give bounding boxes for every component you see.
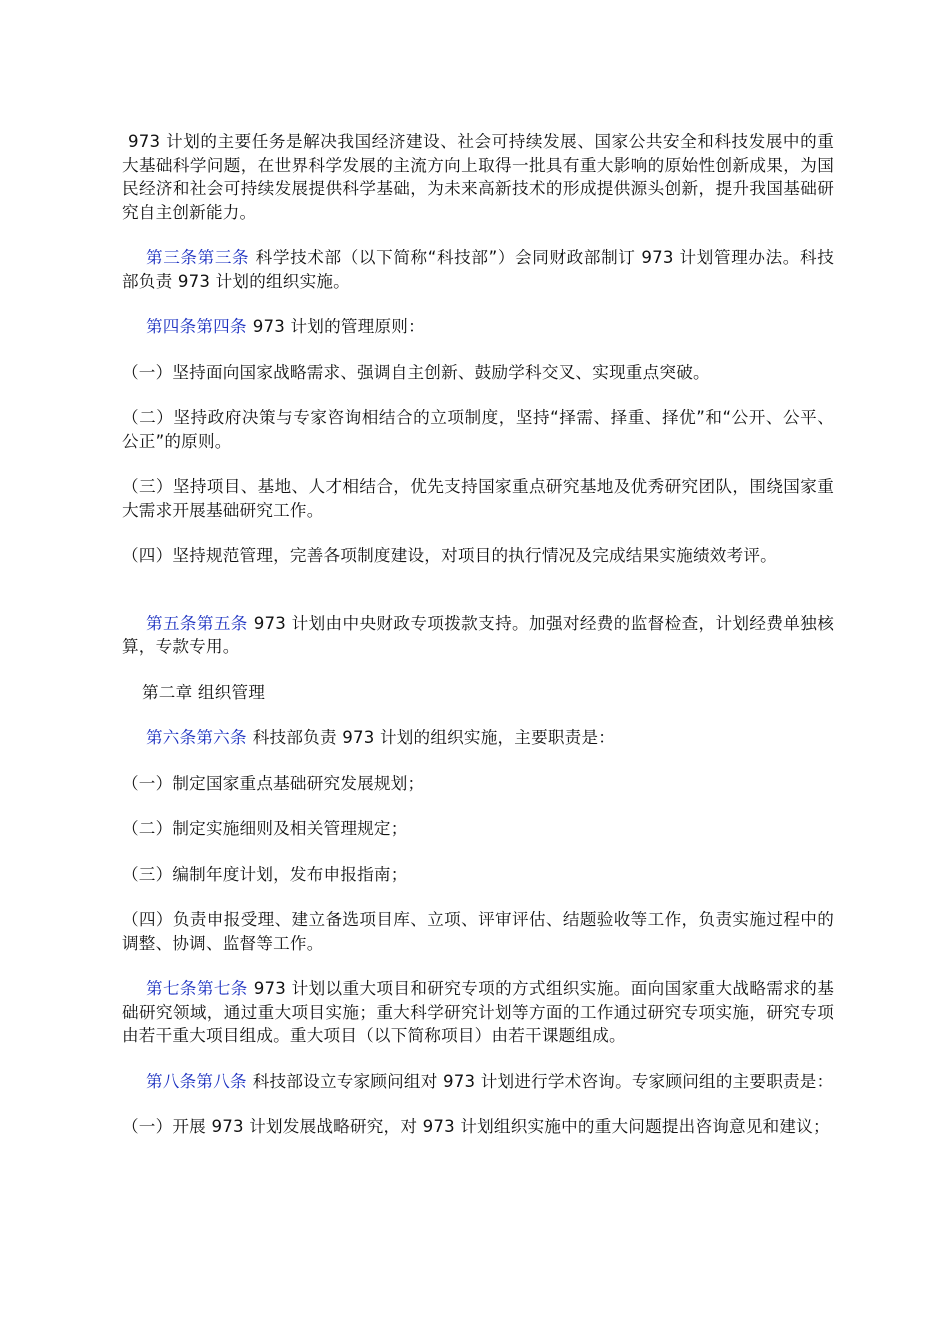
article-6-label: 第六条第六条 <box>146 728 247 747</box>
article-3 <box>122 246 834 293</box>
article-4-item-4: （四）坚持规范管理，完善各项制度建设，对项目的执行情况及完成结果实施绩效考评。 <box>122 546 777 565</box>
article-6-text: 科技部负责 973 计划的组织实施，主要职责是： <box>252 728 616 747</box>
document-body <box>122 130 834 1161</box>
article-3-text: 科学技术部（以下简称“科技部”）会同财政部制订 973 计划管理办法。科技部负责 973 计划的组织实施。 <box>122 248 834 291</box>
article-4-item-2: （二）坚持政府决策与专家咨询相结合的立项制度，坚持“择需、择重、择优”和“公开、公平、公正”的原则。 <box>122 408 834 451</box>
article-8 <box>122 1070 834 1094</box>
article-6-item-4: （四）负责申报受理、建立备选项目库、立项、评审评估、结题验收等工作，负责实施过程中的调整、协调、监督等工作。 <box>122 910 834 953</box>
article-6-item-2: （二）制定实施细则及相关管理规定； <box>122 819 408 838</box>
article-4-label: 第四条第四条 <box>146 317 247 336</box>
article-7-label: 第七条第七条 <box>146 979 248 998</box>
intro-paragraph: 973 计划的主要任务是解决我国经济建设、社会可持续发展、国家公共安全和科技发展中的重大基础科学问题，在世界科学发展的主流方向上取得一批具有重大影响的原始性创新成果，为国民经济和社会可持续发展提供科学基础，为未来高新技术的形成提供源头创新，提升我国基础研究自主创新能力。 <box>122 132 834 222</box>
article-4-item-3: （三）坚持项目、基地、人才相结合，优先支持国家重点研究基地及优秀研究团队，围绕国家重大需求开展基础研究工作。 <box>122 477 834 520</box>
article-5-text: 973 计划由中央财政专项拨款支持。加强对经费的监督检查，计划经费单独核算，专款专用。 <box>122 613 834 656</box>
article-7 <box>122 977 834 1048</box>
article-4-text: 973 计划的管理原则： <box>252 317 425 336</box>
article-8-label: 第八条第八条 <box>146 1071 247 1091</box>
chapter-heading: 第二章 组织管理 <box>142 682 266 702</box>
article-5-label: 第五条第五条 <box>146 613 248 633</box>
article-6-item-1: （一）制定国家重点基础研究发展规划； <box>122 773 425 793</box>
article-8-item-1: （一）开展 973 计划发展战略研究，对 973 计划组织实施中的重大问题提出咨询意见和建议； <box>122 1117 830 1136</box>
article-7-text: 973 计划以重大项目和研究专项的方式组织实施。面向国家重大战略需求的基础研究领域，通过重大项目实施；重大科学研究计划等方面的工作通过研究专项实施，研究专项由若干重大项目组成。重大项目（以下简称项目）由若干课题组成。 <box>122 979 834 1045</box>
article-6-item-3: （三）编制年度计划，发布申报指南； <box>122 864 408 884</box>
article-3-label: 第三条第三条 <box>146 248 250 267</box>
article-4 <box>122 315 834 339</box>
article-8-text: 科技部设立专家顾问组对 973 计划进行学术咨询。专家顾问组的主要职责是： <box>252 1071 834 1091</box>
article-6 <box>122 726 834 750</box>
article-5 <box>122 612 834 659</box>
article-4-item-1: （一）坚持面向国家战略需求、强调自主创新、鼓励学科交叉、实现重点突破。 <box>122 362 710 382</box>
